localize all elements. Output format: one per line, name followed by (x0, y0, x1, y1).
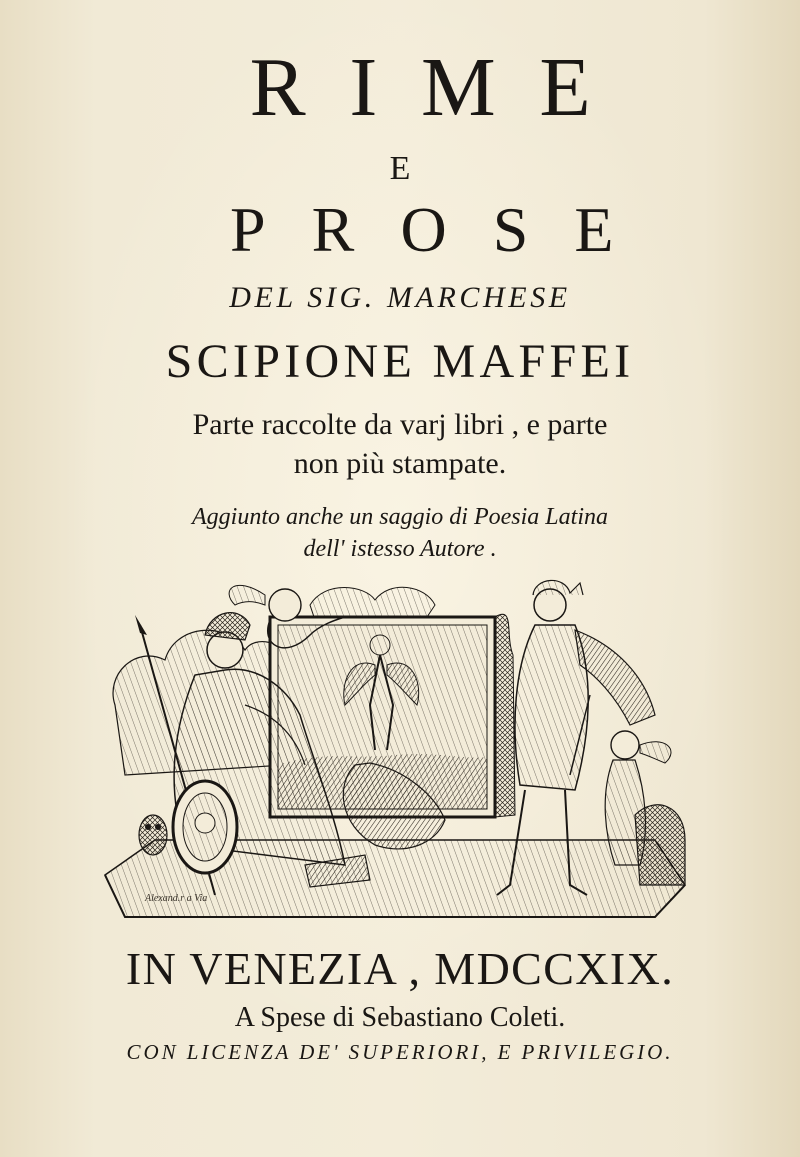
author-name: SCIPIONE MAFFEI (165, 335, 635, 388)
author-prefix: DEL SIG. MARCHESE (229, 281, 571, 314)
addendum-line-2: dell' istesso Autore . (303, 536, 497, 562)
addendum-line-1: Aggiunto anche un saggio di Poesia Latina (192, 504, 608, 530)
subtitle-line-2: non più stampate. (293, 447, 507, 480)
imprint-place-year: IN VENEZIA , MDCCXIX. (125, 943, 675, 994)
subtitle-line-1: Parte raccolte da varj libri , e parte (192, 408, 608, 441)
title-conjunction: E (389, 150, 411, 187)
title-rime: RIME (249, 41, 635, 134)
publisher: A Spese di Sebastiano Coleti. (234, 1002, 566, 1033)
title-prose: PROSE (230, 194, 660, 265)
allegorical-engraving-icon (95, 565, 695, 925)
license-line: CON LICENZA DE' SUPERIORI, E PRIVILEGIO. (126, 1040, 674, 1064)
engraver-signature: Alexand.r a Via (145, 893, 208, 904)
